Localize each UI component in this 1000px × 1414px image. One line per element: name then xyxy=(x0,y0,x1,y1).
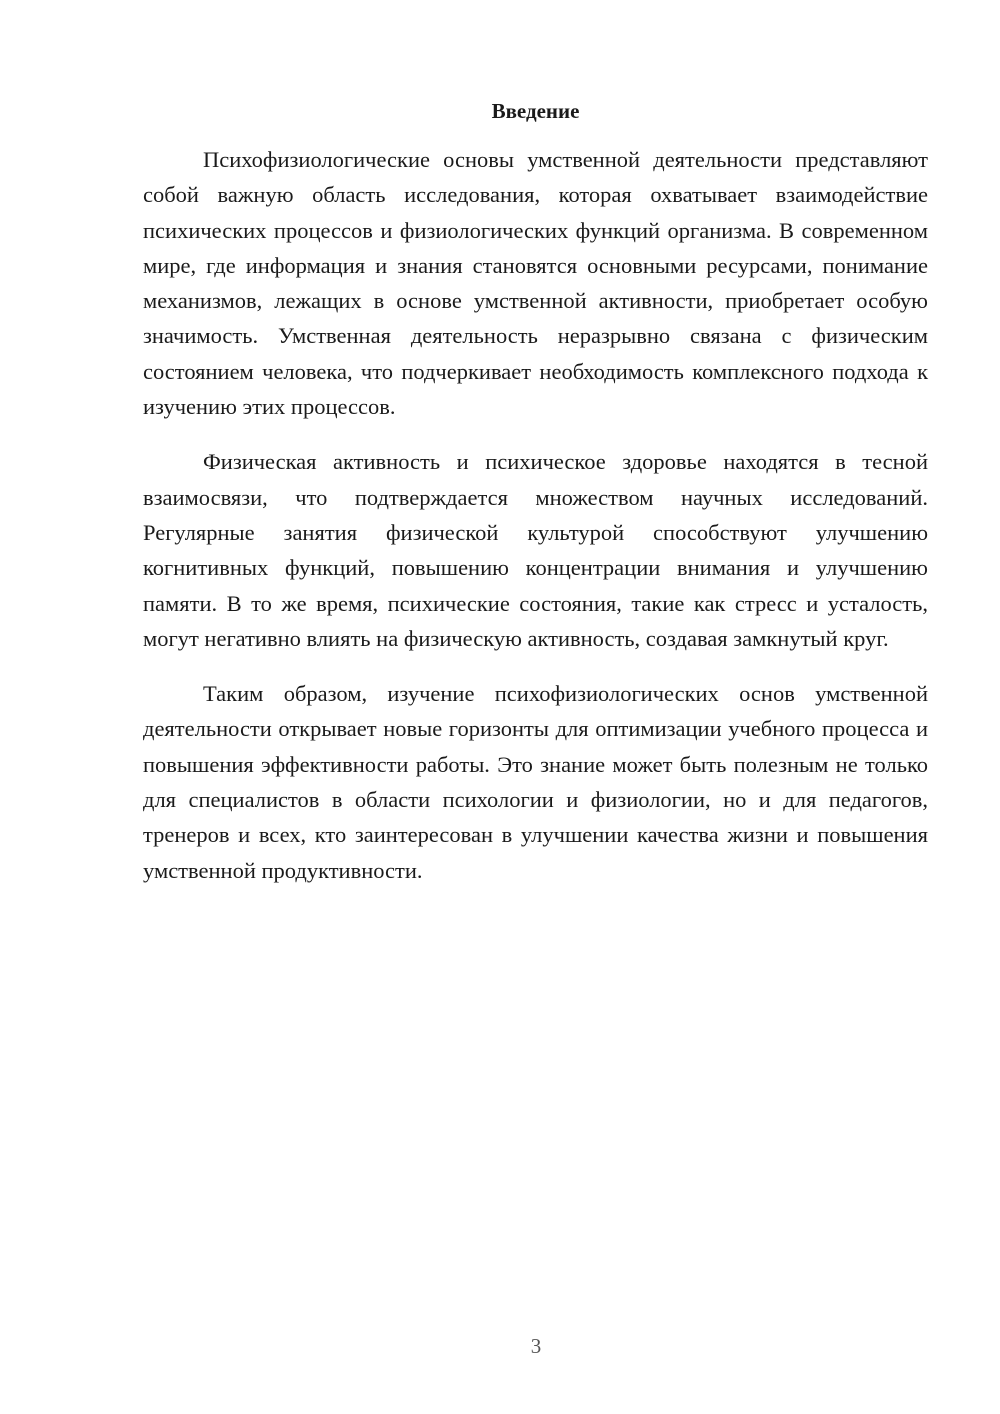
page-title: Введение xyxy=(491,99,580,123)
paragraph-3: Таким образом, изучение психофизиологических основ умственной деятельности открывает новые горизонты для оптимизации учебного процесса и повышения эффективности работы. Это знание может быть полезным не только для специалистов в области психологии и физиологии, но и для педагогов, тренеров и всех, кто заинтересован в улучшении качества жизни и повышения умственной продуктивности. xyxy=(143,681,928,883)
paragraph-1: Психофизиологические основы умственной деятельности представляют собой важную область исследования, которая охватывает взаимодействие психических процессов и физиологических функций организма. В современном мире, где информация и знания становятся основными ресурсами, понимание механизмов, лежащих в основе умственной активности, приобретает особую значимость. Умственная деятельность неразрывно связана с физическим состоянием человека, что подчеркивает необходимость комплексного подхода к изучению этих процессов. xyxy=(143,147,928,420)
body-text xyxy=(143,142,928,908)
page-number: 3 xyxy=(530,1334,542,1358)
paragraph-2: Физическая активность и психическое здоровье находятся в тесной взаимосвязи, что подтверждается множеством научных исследований. Регулярные занятия физической культурой способствуют улучшению когнитивных функций, повышению концентрации внимания и улучшению памяти. В то же время, психические состояния, такие как стресс и усталость, могут негативно влиять на физическую активность, создавая замкнутый круг. xyxy=(143,449,928,651)
